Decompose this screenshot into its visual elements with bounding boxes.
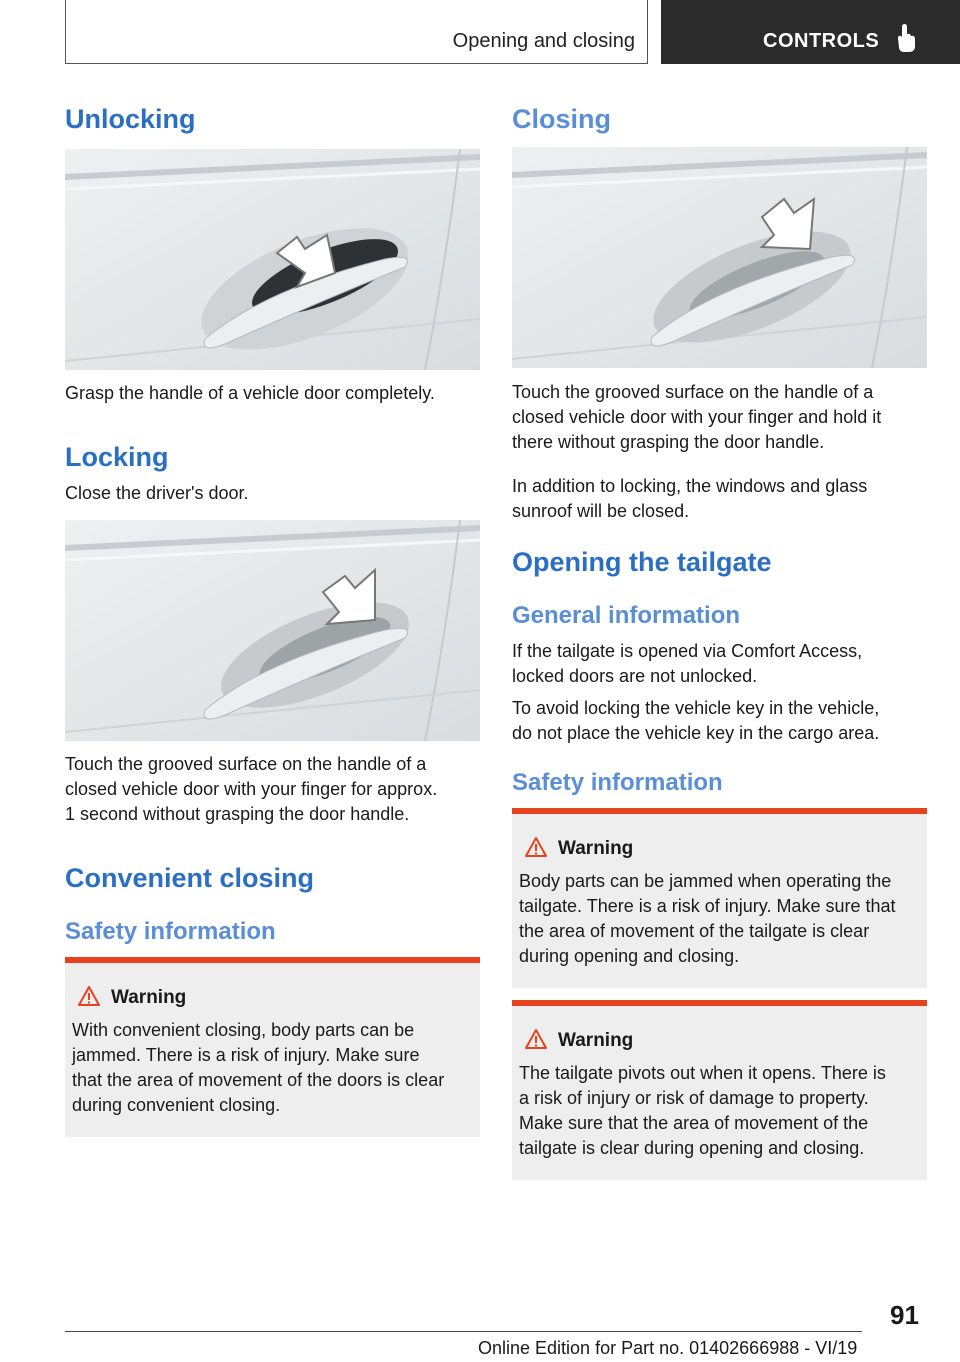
warning-bar xyxy=(512,808,927,814)
page-number: 91 xyxy=(890,1300,919,1330)
locking-intro: Close the driver's door. xyxy=(65,483,249,503)
warning-text-line: With convenient closing, body parts can be xyxy=(72,1020,415,1040)
locking-text-line1: Touch the grooved surface on the handle of a xyxy=(65,754,427,774)
safety-information-heading: Safety information xyxy=(65,918,276,945)
header-section-tab xyxy=(65,0,648,64)
closing-text-line2: closed vehicle door with your finger and hold it xyxy=(512,407,882,427)
closing-heading: Closing xyxy=(512,104,611,134)
warning-triangle-icon xyxy=(524,1028,548,1050)
general-text-line3: To avoid locking the vehicle key in the vehicle, xyxy=(512,698,880,718)
warning-text-line: tailgate is clear during opening and closing. xyxy=(519,1138,865,1158)
warning-title: Warning xyxy=(558,1030,634,1051)
opening-tailgate-heading: Opening the tailgate xyxy=(512,547,772,577)
warning-bar xyxy=(65,957,480,963)
locking-heading: Locking xyxy=(65,442,169,472)
footer-edition-text: Online Edition for Part no. 01402666988 - VI/19 xyxy=(478,1338,858,1358)
general-text-line2: locked doors are not unlocked. xyxy=(512,666,758,686)
warning-title: Warning xyxy=(111,987,187,1008)
door-handle-unlocking-image xyxy=(65,149,480,370)
unlocking-text: Grasp the handle of a vehicle door completely. xyxy=(65,383,435,403)
warning-text-line: that the area of movement of the doors is clear xyxy=(72,1070,445,1090)
warning-text-line: The tailgate pivots out when it opens. There is xyxy=(519,1063,886,1083)
warning-text-line: tailgate. There is a risk of injury. Make sure that xyxy=(519,896,896,916)
closing-text-line1: Touch the grooved surface on the handle of a xyxy=(512,382,874,402)
general-text-line4: do not place the vehicle key in the cargo area. xyxy=(512,723,880,743)
warning-text-line: during opening and closing. xyxy=(519,946,740,966)
header-chapter-tab xyxy=(661,0,960,64)
closing-extra-line1: In addition to locking, the windows and glass xyxy=(512,476,868,496)
locking-text-line2: closed vehicle door with your finger for approx. xyxy=(65,779,438,799)
warning-text-line: jammed. There is a risk of injury. Make sure xyxy=(72,1045,420,1065)
header-section-title: Opening and closing xyxy=(452,30,635,52)
warning-triangle-icon xyxy=(77,985,101,1007)
warning-title: Warning xyxy=(558,838,634,859)
warning-box xyxy=(65,957,480,1137)
closing-extra-line2: sunroof will be closed. xyxy=(512,501,690,521)
convenient-closing-heading: Convenient closing xyxy=(65,863,315,893)
door-handle-closing-image xyxy=(512,147,927,368)
warning-box xyxy=(512,808,927,988)
closing-text-line3: there without grasping the door handle. xyxy=(512,432,825,452)
footer-divider xyxy=(65,1331,862,1332)
door-handle-locking-image xyxy=(65,520,480,741)
general-text-line1: If the tailgate is opened via Comfort Access, xyxy=(512,641,863,661)
general-information-heading: General information xyxy=(512,602,741,629)
warning-text-line: Make sure that the area of movement of the xyxy=(519,1113,869,1133)
locking-text-line3: 1 second without grasping the door handle. xyxy=(65,804,410,824)
warning-bar xyxy=(512,1000,927,1006)
warning-box xyxy=(512,1000,927,1180)
warning-text-line: during convenient closing. xyxy=(72,1095,281,1115)
safety-information-heading: Safety information xyxy=(512,769,723,796)
unlocking-heading: Unlocking xyxy=(65,104,196,134)
warning-text-line: a risk of injury or risk of damage to property. xyxy=(519,1088,869,1108)
hand-pointer-icon xyxy=(895,24,917,54)
warning-text-line: the area of movement of the tailgate is clear xyxy=(519,921,870,941)
header-chapter-title: CONTROLS xyxy=(763,30,880,52)
warning-triangle-icon xyxy=(524,836,548,858)
warning-text-line: Body parts can be jammed when operating the xyxy=(519,871,892,891)
